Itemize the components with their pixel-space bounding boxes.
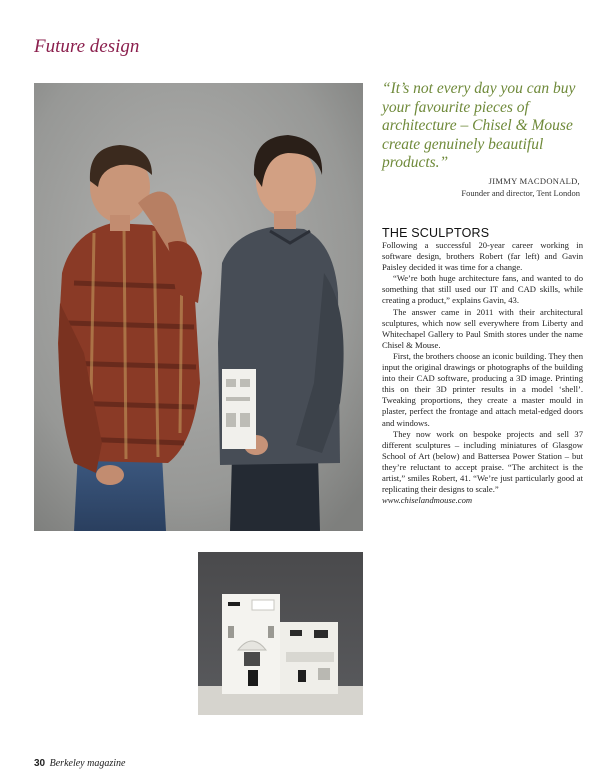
quote-author-role: Founder and director, Tent London (461, 188, 580, 198)
model-photo (198, 552, 363, 715)
quote-author: JIMMY MACDONALD, (488, 176, 580, 186)
article-body (382, 240, 583, 506)
article-paragraph: First, the brothers choose an iconic building. They then input the original drawings or photographs of the building into their CAD software, producing a 3D image. Printing this on their 3D printer results in a model ‘shell’. Tweaking proportions, they create a master mould in plaster, perfect the frontage and attach metal-edged doors and windows. (382, 350, 583, 428)
section-title: Future design (34, 36, 140, 57)
article-paragraph: They now work on bespoke projects and sell 37 different sculptures – including miniatures of Glasgow School of Art (below) and Battersea Power Station – but they’re reluctant to accept praise. “The architect is the artist,” smiles Robert, 41. “We’re just particularly good at replicating their designs to scale.” (382, 428, 583, 495)
article-heading: THE SCULPTORS (382, 226, 490, 240)
page-footer (34, 758, 125, 769)
held-building-model (222, 369, 256, 449)
brothers-photo (34, 83, 363, 531)
pull-quote: “It’s not every day you can buy your favourite pieces of architecture – Chisel & Mouse create genuinely beautiful products.” (382, 80, 576, 171)
website-link[interactable]: www.chiselandmouse.com (382, 495, 473, 506)
article-paragraph: “We’re both huge architecture fans, and wanted to do something that still used our IT and CAD skills, while creating a product,” explains Gavin, 43. (382, 273, 583, 306)
magazine-name: Berkeley magazine (49, 758, 126, 769)
page-number: 30 (34, 758, 46, 769)
article-paragraph: Following a successful 20-year career working in software design, brothers Robert (far left) and Gavin Paisley decided it was time for a change. (382, 240, 583, 273)
article-paragraph: The answer came in 2011 with their architectural sculptures, which now sell everywhere from Liberty and Whitechapel Gallery to Paul Smith stores under the name Chisel & Mouse. (382, 306, 583, 350)
